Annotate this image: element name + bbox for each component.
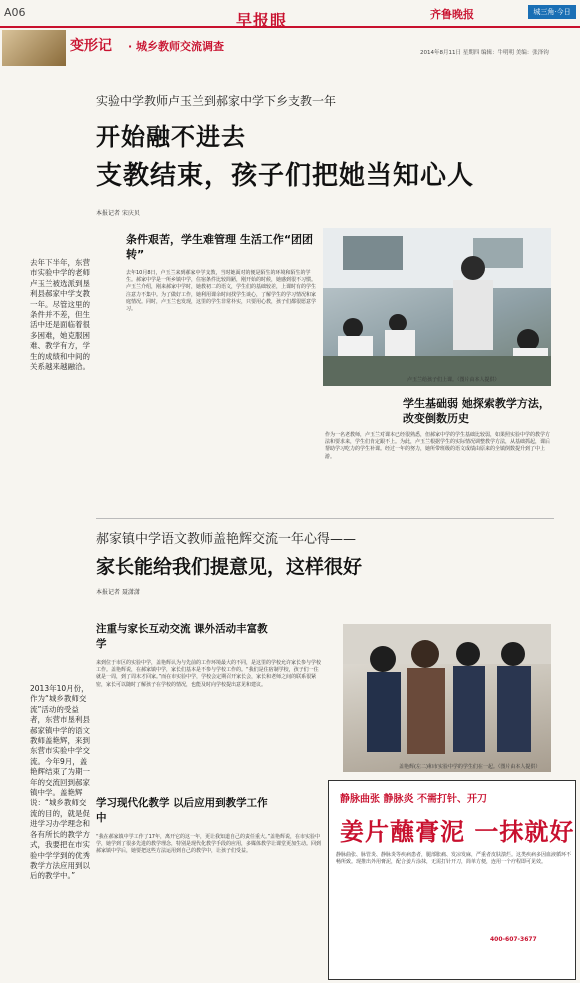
- classroom-photo-illustration: [323, 228, 551, 386]
- story2-headline: 家长能给我们提意见，这样很好: [96, 556, 363, 578]
- ad-tagline: 静脉曲张 静脉炎 不需打针、开刀: [340, 794, 487, 805]
- dateline: 2014年8月11日 星期四 编辑：牛明明 美编：张泽钧: [420, 50, 549, 56]
- story1-headline-line1: 开始融不进去: [96, 123, 246, 151]
- story2-body1: 来到位于市区的实验中学，盖艳辉认为与先前的工作环境最大的不同，是这里的学校允许家长参与学校工作。盖艳辉说，在郝家镇中学，家长们基本是不参与学校工作的。“我们是住宿制学校，孩子们一住就是一周，到了周末才回家。”而在市实验中学，学校会定期召开家长会，家长和老师之间的联系很紧密，家长可以随时了解孩子在学校的情况，也能及时向学校提出意见和建议。: [96, 660, 322, 688]
- ad-body: 静脉曲张、脉管炎、静脉炎等疾病患者，腿部胀痛、发凉发麻，严重者皮肤溃烂。这类疾病多因血液循环不畅所致。现推出外用膏泥，配合姜片涂抹，无需打针开刀，简单方便，连用一个疗程即可见效。: [336, 852, 572, 866]
- story2-subhead1: 注重与家长互动交流 课外活动丰富教学: [96, 623, 268, 650]
- classroom-photo-caption: 卢玉兰给孩子们上课。（图片由本人提供）: [407, 377, 500, 383]
- top-bar: [0, 0, 580, 28]
- group-photo: [343, 624, 551, 772]
- story1-headline-line2: 支教结束，孩子们把她当知心人: [96, 161, 475, 191]
- story1-subhead1: 条件艰苦，学生难管理 生活工作“团团转”: [126, 233, 314, 261]
- page-number: A06: [4, 6, 26, 19]
- series-subtitle: · 城乡教师交流调查: [128, 40, 225, 53]
- story2-subhead2: 学习现代化教学 以后应用到教学工作中: [96, 797, 268, 824]
- ad-headline: 姜片蘸膏泥 一抹就好: [340, 818, 575, 846]
- edition-badge: 城三角·今日: [528, 5, 576, 19]
- series-logo-image: [2, 30, 66, 66]
- group-photo-illustration: [343, 624, 551, 772]
- story1-subhead2: 学生基础弱 她探索教学方法，改变倒数历史: [403, 397, 550, 425]
- newspaper-brand: 齐鲁晚报: [430, 8, 474, 21]
- story2-byline: 本报记者 聂潇潇: [96, 589, 140, 596]
- classroom-photo: [323, 228, 551, 386]
- story2-body2: “我在郝家镇中学工作了17年，离开它的这一年，更让我知道自己的责任重大。”盖艳辉说，在市实验中学，她学到了很多先进的教学理念，特别是现代化教学手段的应用，多媒体教学让课堂更加生动。回到郝家镇中学后，她要把这些方法运用到自己的教学中，让孩子们受益。: [96, 834, 322, 855]
- advertisement-box: [328, 780, 576, 980]
- story1-body2: 作为一名老教师，卢玉兰对课本已经很熟悉，但郝家中学的学生基础比较弱，如果照实验中学的教学方法和要求来，学生们肯定跟不上。为此，卢玉兰根据学生的实际情况调整教学方法，从基础抓起，课后帮助学习吃力的学生补课。经过一年的努力，她所带班级的语文成绩由原来的全镇倒数提升到了中上游。: [325, 432, 551, 460]
- ad-phone-number: 400-607-3677: [490, 936, 537, 943]
- story1-byline: 本报记者 宋庆贝: [96, 210, 140, 217]
- story1-lead-column: 去年下半年，东营市实验中学的老师卢玉兰被选派到垦利县郝家中学支教一年。尽管这里的条件并不差，但生活中还是面临着很多困难，她克服困难、教学有方，学生的成绩和中间的关系越来越融洽。: [30, 258, 90, 372]
- section-title: 早报眼: [236, 11, 288, 30]
- series-title: 变形记: [70, 38, 112, 54]
- story2-pre-title: 郝家镇中学语文教师盖艳辉交流一年心得——: [96, 532, 357, 547]
- group-photo-caption: 盖艳辉(左二)和市实验中学的学生们在一起。（图片由本人提供）: [399, 764, 541, 770]
- story-divider: [96, 518, 554, 519]
- story1-pre-title: 实验中学教师卢玉兰到郝家中学下乡支教一年: [96, 94, 337, 108]
- story2-lead-column: 2013年10月份，作为“城乡教师交流”活动的受益者，东营市垦利县郝家镇中学的语文教师盖艳辉，来到东营市实验中学交流。今年9月，盖艳辉结束了为期一年的交流回到郝家镇中学。盖艳辉说：“城乡教师交流的目的，就是促进学习办学理念和各有所长的教学方式，我要把在市实验中学学到的优秀教学方法应用到以后的教学中。”: [30, 684, 90, 881]
- story1-body1: 去年10月8日，卢玉兰来到郝家中学支教，当时她面对的便是陌生的环境和陌生的学生。郝家中学是一所乡镇中学，住宿条件比较简陋，刚开始的时候，她感到很不习惯。卢玉兰介绍，刚来郝家中学时，她教初二的语文，学生们的基础较差，上课时有的学生注意力不集中。为了做好工作，她利用课余时间找学生谈心，了解学生的学习情况和家庭情况。同时，卢玉兰也发现，这里的学生非常朴实，只要用心教，孩子们都很愿意学习。: [126, 270, 317, 313]
